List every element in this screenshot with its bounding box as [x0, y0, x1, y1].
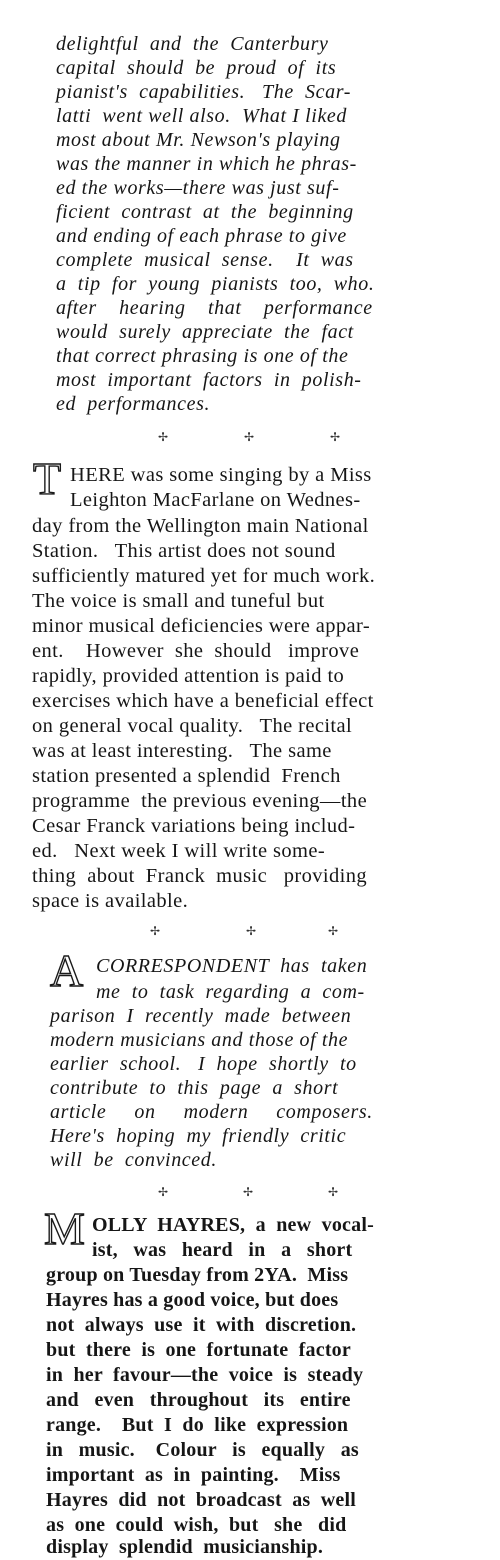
ornament-icon: ✢: [330, 430, 341, 444]
ornament-icon: ✢: [150, 924, 161, 938]
ornament-icon: ✢: [244, 430, 255, 444]
text-line: pianist's capabilities. The Scar-: [56, 81, 351, 103]
text-line: station presented a splendid French: [32, 765, 341, 787]
ornament-icon: ✢: [328, 1185, 339, 1199]
text-line: but there is one fortunate factor: [46, 1339, 351, 1361]
text-line: ed the works—there was just suf-: [56, 177, 340, 199]
text-line: ed performances.: [56, 393, 211, 415]
text-line: delightful and the Canterbury: [56, 33, 329, 55]
text-line: article on modern composers.: [50, 1101, 373, 1123]
text-line: HERE was some singing by a Miss: [70, 464, 372, 486]
text-line: group on Tuesday from 2YA. Miss: [46, 1264, 349, 1286]
text-line: thing about Franck music providing: [32, 865, 368, 887]
text-line: a tip for young pianists too, who.: [56, 273, 375, 295]
section-separator: [150, 1185, 350, 1205]
text-line: earlier school. I hope shortly to: [50, 1053, 357, 1075]
text-line: space is available.: [32, 890, 189, 912]
drop-cap: A: [50, 945, 84, 996]
drop-cap: T: [33, 453, 62, 504]
text-line: me to task regarding a com-: [96, 981, 365, 1003]
section-separator: [150, 924, 350, 944]
text-line: was the manner in which he phras-: [56, 153, 357, 175]
text-line: and even throughout its entire: [46, 1389, 351, 1411]
ornament-icon: ✢: [158, 430, 169, 444]
text-line: minor musical deficiencies were appar-: [32, 615, 371, 637]
text-line: most important factors in polish-: [56, 369, 362, 391]
text-line: in music. Colour is equally as: [46, 1439, 359, 1461]
text-line: display splendid musicianship.: [46, 1536, 324, 1558]
text-line: Hayres has a good voice, but does: [46, 1289, 339, 1311]
text-line: most about Mr. Newson's playing: [56, 129, 341, 151]
text-line: The voice is small and tuneful but: [32, 590, 325, 612]
text-line: was at least interesting. The same: [32, 740, 332, 762]
text-line: OLLY HAYRES, a new vocal-: [92, 1214, 374, 1236]
text-line: as one could wish, but she did: [46, 1514, 347, 1536]
text-line: capital should be proud of its: [56, 57, 337, 79]
text-line: Leighton MacFarlane on Wednes-: [70, 489, 361, 511]
text-line: Station. This artist does not sound: [32, 540, 336, 562]
text-line: exercises which have a beneficial effect: [32, 690, 374, 712]
text-line: programme the previous evening—the: [32, 790, 368, 812]
text-line: CORRESPONDENT has taken: [96, 955, 368, 977]
ornament-icon: ✢: [158, 1185, 169, 1199]
text-line: ist, was heard in a short: [92, 1239, 353, 1261]
text-line: will be convinced.: [50, 1149, 217, 1171]
text-line: range. But I do like expression: [46, 1414, 349, 1436]
section-separator: [150, 430, 350, 450]
ornament-icon: ✢: [243, 1185, 254, 1199]
text-line: important as in painting. Miss: [46, 1464, 341, 1486]
ornament-icon: ✢: [328, 924, 339, 938]
text-line: not always use it with discretion.: [46, 1314, 357, 1336]
text-line: contribute to this page a short: [50, 1077, 339, 1099]
text-line: would surely appreciate the fact: [56, 321, 354, 343]
text-line: on general vocal quality. The recital: [32, 715, 353, 737]
text-line: latti went well also. What I liked: [56, 105, 348, 127]
text-line: Here's hoping my friendly critic: [50, 1125, 347, 1147]
text-line: complete musical sense. It was: [56, 249, 354, 271]
text-line: after hearing that performance: [56, 297, 373, 319]
text-line: ed. Next week I will write some-: [32, 840, 326, 862]
text-line: parison I recently made between: [50, 1005, 352, 1027]
ornament-icon: ✢: [246, 924, 257, 938]
text-line: and ending of each phrase to give: [56, 225, 347, 247]
text-line: day from the Wellington main National: [32, 515, 369, 537]
drop-cap: M: [44, 1203, 85, 1254]
text-line: that correct phrasing is one of the: [56, 345, 349, 367]
text-line: in her favour—the voice is steady: [46, 1364, 364, 1386]
text-line: Cesar Franck variations being includ-: [32, 815, 356, 837]
text-line: sufficiently matured yet for much work.: [32, 565, 376, 587]
text-line: rapidly, provided attention is paid to: [32, 665, 345, 687]
text-line: modern musicians and those of the: [50, 1029, 349, 1051]
text-line: ficient contrast at the beginning: [56, 201, 354, 223]
text-line: ent. However she should improve: [32, 640, 360, 662]
text-line: Hayres did not broadcast as well: [46, 1489, 357, 1511]
